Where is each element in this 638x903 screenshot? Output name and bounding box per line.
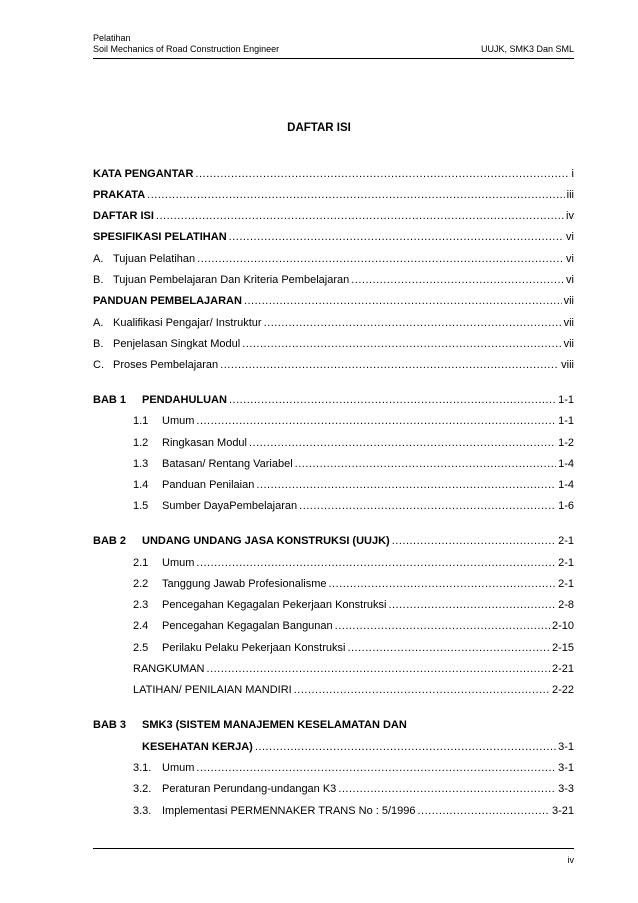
- toc-entry: [93, 684, 574, 696]
- toc-leader-dots: [264, 317, 562, 329]
- toc-entry-title: Pencegahan Kegagalan Bangunan: [162, 620, 333, 632]
- toc-entry-page: 2-22: [551, 684, 574, 696]
- toc-entry: [93, 359, 574, 371]
- toc-entry-number: 1.5: [133, 500, 149, 512]
- toc-entry-number: 3.3.: [133, 805, 152, 817]
- toc-leader-dots: [329, 578, 557, 590]
- toc-entry-title: LATIHAN/ PENILAIAN MANDIRI: [133, 684, 292, 696]
- toc-entry-page: vii: [563, 338, 574, 350]
- toc-entry: [93, 415, 574, 427]
- toc-leader-dots: [196, 557, 556, 569]
- toc-leader-dots: [418, 805, 550, 817]
- toc-entry-title: Batasan/ Rentang Variabel: [162, 458, 293, 470]
- toc-entry-page: iv: [566, 210, 574, 222]
- toc-entry-title: KESEHATAN KERJA): [142, 741, 253, 753]
- toc-entry: [93, 295, 574, 307]
- toc-entry: [93, 741, 574, 753]
- toc-entry: [93, 274, 574, 286]
- toc-entry-page: 1-1: [558, 394, 574, 406]
- toc-leader-dots: [242, 338, 561, 350]
- toc-entry: [93, 719, 574, 731]
- footer-page-number: iv: [567, 855, 574, 865]
- toc-entry-title: Panduan Penilaian: [162, 479, 255, 491]
- toc-entry-title: PENDAHULUAN: [142, 394, 227, 406]
- toc-leader-dots: [197, 253, 564, 265]
- toc-leader-dots: [388, 599, 556, 611]
- toc-leader-dots: [255, 741, 556, 753]
- toc-entry-number: 1.2: [133, 437, 149, 449]
- page-title: DAFTAR ISI: [287, 122, 351, 134]
- toc-entry: [93, 805, 574, 817]
- toc-entry: [93, 557, 574, 569]
- toc-entry-title: UNDANG UNDANG JASA KONSTRUKSI (UUJK): [142, 535, 390, 547]
- toc-entry-number: 2.5: [133, 642, 149, 654]
- toc-entry-title: RANGKUMAN: [133, 663, 205, 675]
- toc-entry-title: SPESIFIKASI PELATIHAN: [93, 231, 227, 243]
- toc-entry: [93, 317, 574, 329]
- toc-entry-page: vi: [566, 253, 574, 265]
- toc-leader-dots: [195, 168, 569, 180]
- toc-leader-dots: [295, 458, 556, 470]
- toc-entry-page: 2-1: [558, 557, 574, 569]
- toc-entry-title: Perilaku Pelaku Pekerjaan Konstruksi: [162, 642, 346, 654]
- toc-entry-number: A.: [93, 253, 104, 265]
- toc-entry-page: 2-10: [551, 620, 574, 632]
- toc-entry: [93, 189, 574, 201]
- toc-leader-dots: [244, 295, 562, 307]
- toc-entry-number: 3.2.: [133, 783, 152, 795]
- toc-entry-page: vii: [563, 317, 574, 329]
- toc-leader-dots: [196, 415, 556, 427]
- toc-leader-dots: [335, 620, 550, 632]
- toc-entry-number: BAB 3: [93, 719, 127, 731]
- toc-leader-dots: [299, 500, 556, 512]
- toc-leader-dots: [229, 394, 556, 406]
- toc-entry-number: 2.2: [133, 578, 149, 590]
- toc-leader-dots: [338, 783, 556, 795]
- toc-entry-title: Pencegahan Kegagalan Pekerjaan Konstruksi: [162, 599, 387, 611]
- toc-entry-number: BAB 1: [93, 394, 127, 406]
- toc-entry-page: 3-21: [551, 805, 574, 817]
- header-right: UUJK, SMK3 Dan SML: [480, 44, 574, 54]
- toc-entry: [93, 458, 574, 470]
- toc-entry: [93, 578, 574, 590]
- toc-entry-page: 2-1: [558, 578, 574, 590]
- toc-entry: [93, 762, 574, 774]
- toc-entry-title: PRAKATA: [93, 189, 146, 201]
- toc-entry: [93, 437, 574, 449]
- toc-leader-dots: [347, 642, 550, 654]
- toc-entry: [93, 620, 574, 632]
- header-rule: [93, 58, 574, 59]
- toc-entry-page: 2-8: [558, 599, 574, 611]
- toc-entry-title: Peraturan Perundang-undangan K3: [162, 783, 337, 795]
- toc-entry-page: 1-4: [558, 458, 574, 470]
- toc-entry: [93, 663, 574, 675]
- toc-entry: [93, 168, 574, 180]
- toc-leader-dots: [147, 189, 565, 201]
- toc-entry: [93, 479, 574, 491]
- toc-entry-number: 1.3: [133, 458, 149, 470]
- toc-leader-dots: [207, 663, 550, 675]
- toc-entry-title: Penjelasan Singkat Modul: [113, 338, 241, 350]
- toc-leader-dots: [351, 274, 564, 286]
- header-line1: Pelatihan: [93, 33, 131, 43]
- toc-entry-title: DAFTAR ISI: [93, 210, 154, 222]
- toc-entry: [93, 210, 574, 222]
- toc-entry-page: 2-1: [558, 535, 574, 547]
- toc-entry: [93, 599, 574, 611]
- toc-entry-page: 1-4: [558, 479, 574, 491]
- toc-entry-page: vii: [563, 295, 574, 307]
- toc-entry: [93, 500, 574, 512]
- toc-entry: [93, 231, 574, 243]
- toc-entry-title: Proses Pembelajaran: [113, 359, 219, 371]
- toc-entry: [93, 253, 574, 265]
- toc-entry: [93, 394, 574, 406]
- toc-entry-title: PANDUAN PEMBELAJARAN: [93, 295, 242, 307]
- toc-entry-title: Tujuan Pembelajaran Dan Kriteria Pembelajaran: [113, 274, 350, 286]
- toc-entry-title: Umum: [162, 415, 195, 427]
- toc-entry-number: 2.1: [133, 557, 149, 569]
- toc-entry-title: Implementasi PERMENNAKER TRANS No : 5/1996: [162, 805, 416, 817]
- toc-entry: [93, 338, 574, 350]
- toc-entry-number: 2.4: [133, 620, 149, 632]
- toc-leader-dots: [392, 535, 556, 547]
- toc-entry-title: Sumber DayaPembelajaran: [162, 500, 298, 512]
- toc-entry: [93, 535, 574, 547]
- toc-entry-number: B.: [93, 338, 104, 350]
- toc-entry-page: 3-1: [558, 762, 574, 774]
- toc-entry-page: i: [571, 168, 574, 180]
- toc-entry-page: 1-2: [558, 437, 574, 449]
- toc-leader-dots: [256, 479, 556, 491]
- toc-entry-title: SMK3 (SISTEM MANAJEMEN KESELAMATAN DAN: [142, 719, 407, 731]
- toc-leader-dots: [249, 437, 556, 449]
- toc-leader-dots: [156, 210, 564, 222]
- toc-leader-dots: [220, 359, 559, 371]
- toc-entry: [93, 642, 574, 654]
- toc-entry-page: 2-15: [551, 642, 574, 654]
- toc-entry-number: 1.4: [133, 479, 149, 491]
- toc-entry-page: vi: [566, 274, 574, 286]
- toc-entry-title: Tujuan Pelatihan: [113, 253, 196, 265]
- toc-entry-number: B.: [93, 274, 104, 286]
- toc-entry-title: Kualifikasi Pengajar/ Instruktur: [113, 317, 262, 329]
- toc-leader-dots: [294, 684, 550, 696]
- toc-entry-page: 1-1: [558, 415, 574, 427]
- toc-entry-page: 1-6: [558, 500, 574, 512]
- toc-entry-title: Ringkasan Modul: [162, 437, 247, 449]
- toc-entry-page: vi: [566, 231, 574, 243]
- toc-entry-page: 2-21: [551, 663, 574, 675]
- toc-entry-page: viii: [561, 359, 574, 371]
- footer-rule: [93, 848, 574, 849]
- toc-entry-number: 3.1.: [133, 762, 152, 774]
- toc-entry-title: Umum: [162, 557, 195, 569]
- toc-entry-title: KATA PENGANTAR: [93, 168, 194, 180]
- toc-entry-number: BAB 2: [93, 535, 127, 547]
- toc-entry: [93, 783, 574, 795]
- toc-leader-dots: [196, 762, 556, 774]
- toc-entry-title: Umum: [162, 762, 195, 774]
- toc-entry-number: 2.3: [133, 599, 149, 611]
- toc-entry-number: A.: [93, 317, 104, 329]
- toc-entry-page: 3-1: [558, 741, 574, 753]
- toc-entry-title: Tanggung Jawab Profesionalisme: [162, 578, 327, 590]
- toc-entry-page: iii: [566, 189, 574, 201]
- header-line2: Soil Mechanics of Road Construction Engineer: [93, 44, 280, 54]
- toc-entry-number: C.: [93, 359, 104, 371]
- toc-entry-page: 3-3: [558, 783, 574, 795]
- toc-entry-number: 1.1: [133, 415, 149, 427]
- toc-leader-dots: [229, 231, 564, 243]
